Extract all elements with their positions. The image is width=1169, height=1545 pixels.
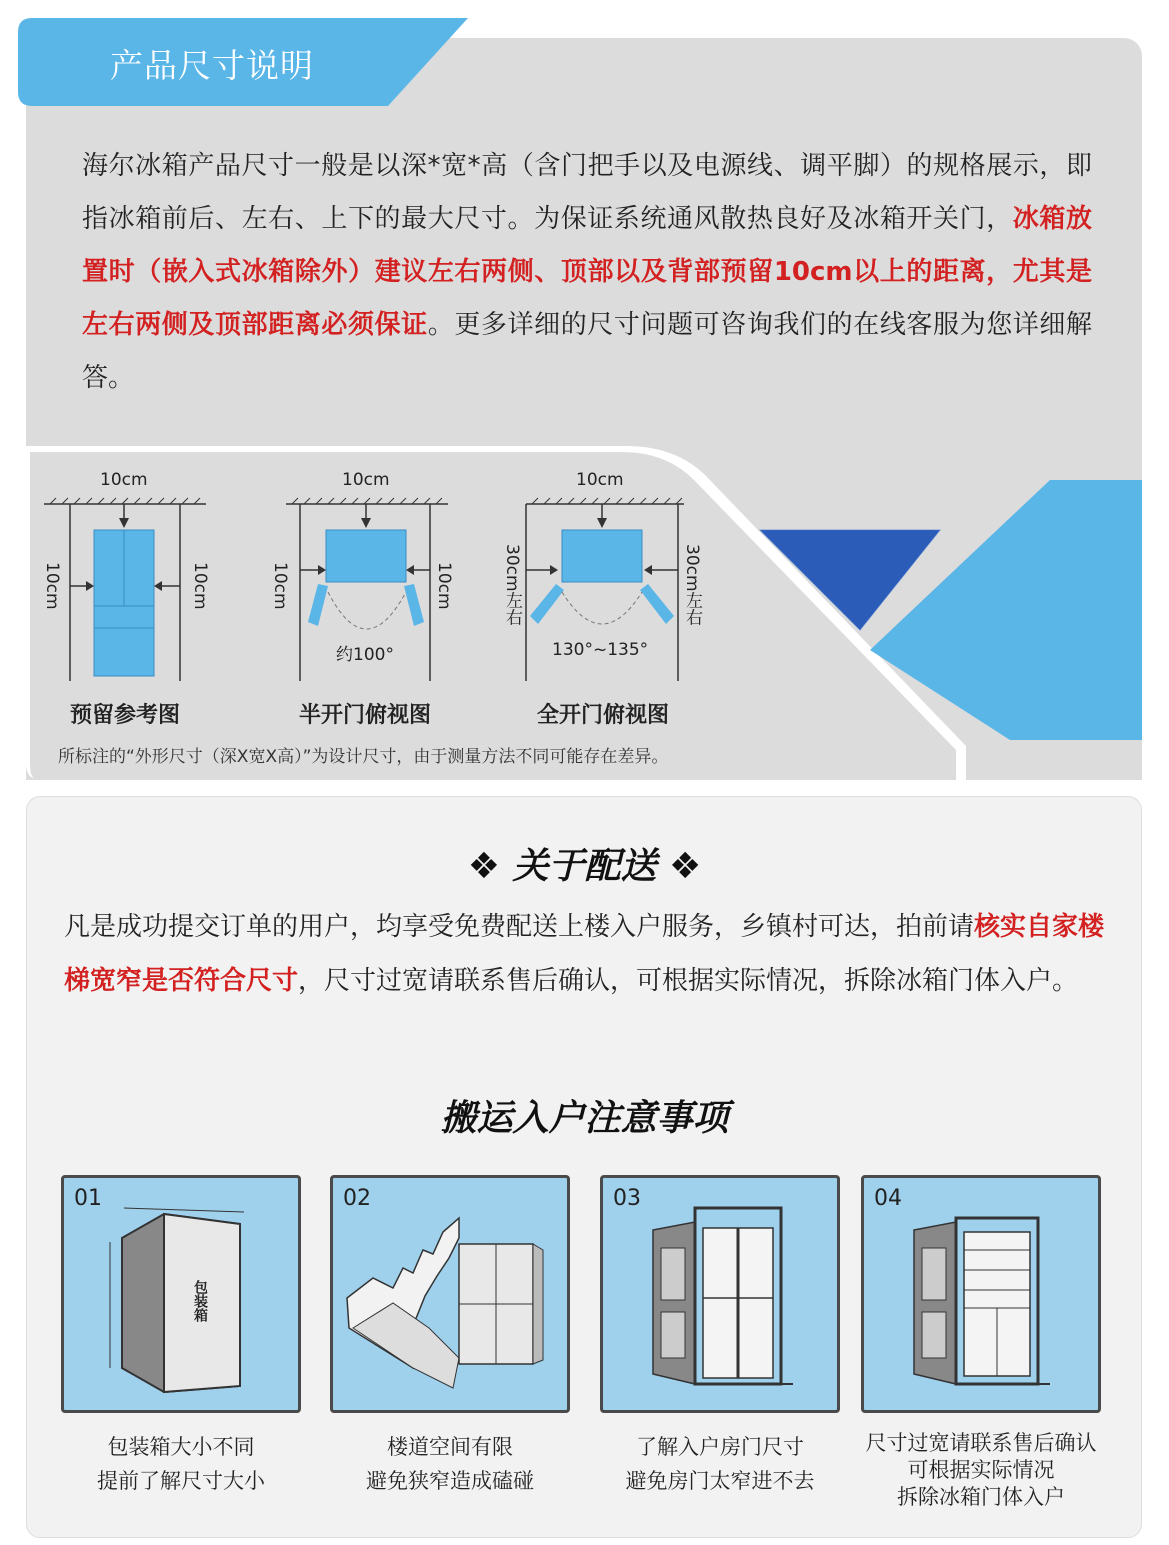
door-fridge-icon [603, 1178, 840, 1413]
caption-line: 尺寸过宽请联系售后确认 [865, 1431, 1097, 1455]
caption-line: 拆除冰箱门体入户 [897, 1485, 1065, 1509]
door-removed-icon [864, 1178, 1101, 1413]
moving-card-04 [861, 1175, 1101, 1413]
half-top-dim: 10cm [342, 470, 390, 490]
card-number: 03 [613, 1186, 641, 1211]
card-04-caption [846, 1430, 1116, 1511]
caption-line: 提前了解尺寸大小 [97, 1469, 265, 1493]
delivery-title: ❖ 关于配送 ❖ [467, 846, 702, 887]
moving-card-03 [600, 1175, 840, 1413]
moving-card-02 [330, 1175, 570, 1413]
caption-line: 避免狭窄造成磕碰 [366, 1469, 534, 1493]
card-number: 01 [74, 1186, 102, 1211]
reserve-caption: 预留参考图 [69, 703, 180, 728]
delivery-highlight: 核实自家楼梯宽窄是否符合尺寸 [64, 912, 1105, 996]
reserve-left-dim: 10cm [42, 562, 62, 610]
delivery-text-1: 凡是成功提交订单的用户，均享受免费配送上楼入户服务，乡镇村可达，拍前请 [64, 912, 975, 942]
half-open-caption: 半开门俯视图 [298, 703, 431, 728]
full-open-caption: 全开门俯视图 [536, 703, 669, 728]
full-angle: 130°~135° [552, 640, 649, 660]
measurement-note: 所标注的“外形尺寸（深X宽X高）”为设计尺寸，由于测量方法不同可能存在差异。 [58, 747, 669, 767]
moving-title: 搬运入户注意事项 [440, 1098, 729, 1139]
caption-line: 可根据实际情况 [907, 1458, 1055, 1482]
diagram-full-open [498, 466, 708, 736]
full-left-dim: 30cm左右 [502, 544, 522, 626]
reserve-right-dim: 10cm [190, 562, 210, 610]
package-box-icon [64, 1178, 301, 1413]
card-02-caption [315, 1430, 585, 1498]
half-right-dim: 10cm [434, 562, 454, 610]
banner-title: 产品尺寸说明 [110, 46, 314, 85]
diagram-half-open [270, 466, 470, 736]
card-number: 04 [874, 1186, 902, 1211]
full-open-graphic [498, 466, 708, 696]
intro-paragraph [82, 140, 1092, 405]
box-label: 包装箱 [192, 1280, 208, 1322]
card-03-caption [585, 1430, 855, 1498]
half-angle: 约100° [336, 645, 394, 665]
caption-line: 避免房门太窄进不去 [625, 1469, 815, 1493]
delivery-paragraph [64, 900, 1114, 1008]
diagram-reserve [40, 466, 230, 736]
reserve-top-dim: 10cm [100, 470, 148, 490]
caption-line: 包装箱大小不同 [107, 1435, 255, 1459]
moving-card-01 [61, 1175, 301, 1413]
intro-text-2: 。更多详细的尺寸问题可咨询我们的在线客服为您详细解答。 [82, 310, 1092, 393]
delivery-text-2: ，尺寸过宽请联系售后确认，可根据实际情况，拆除冰箱门体入户。 [298, 966, 1079, 996]
caption-line: 了解入户房门尺寸 [636, 1435, 804, 1459]
card-number: 02 [343, 1186, 371, 1211]
intro-text-1: 海尔冰箱产品尺寸一般是以深*宽*高（含门把手以及电源线、调平脚）的规格展示，即指冰箱前后、左右、上下的最大尺寸。为保证系统通风散热良好及冰箱开关门， [82, 151, 1092, 234]
full-top-dim: 10cm [576, 470, 624, 490]
caption-line: 楼道空间有限 [387, 1435, 513, 1459]
card-01-caption [46, 1430, 316, 1498]
stairs-fridge-icon [333, 1178, 570, 1413]
half-left-dim: 10cm [270, 562, 290, 610]
decorative-shapes [740, 440, 1150, 760]
intro-highlight: 冰箱放置时（嵌入式冰箱除外）建议左右两侧、顶部以及背部预留10cm以上的距离，尤其是左右两侧及顶部距离必须保证 [82, 204, 1092, 340]
full-right-dim: 30cm左右 [682, 544, 702, 626]
